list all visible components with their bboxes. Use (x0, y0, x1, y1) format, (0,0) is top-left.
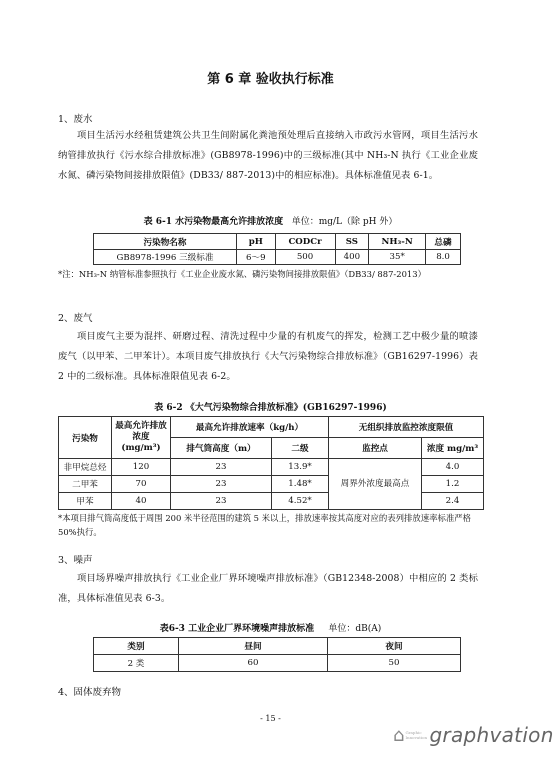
table-cell: 120 (112, 459, 171, 476)
table-header-cell: 二级 (272, 438, 329, 459)
exhaust-gas-paragraph: 项目废气主要为混拌、研磨过程、清洗过程中少量的有机废气的挥发，检测工艺中极少量的喷漆废气（以甲苯、二甲苯计）。本项目废气排放执行《大气污染物综合排放标准》（GB16297-1996）表 2 中的二级标准。具体标准限值见表 6-2。 (58, 331, 478, 382)
table-cell: 35* (369, 250, 426, 265)
table-6-3-caption (0, 621, 541, 634)
table-header-cell: CODCr (275, 234, 335, 250)
table-cell: 1.48* (272, 476, 329, 493)
table-cell: 23 (171, 493, 272, 510)
table-6-1 (93, 233, 461, 265)
table-row (59, 459, 484, 476)
watermark-logo (393, 722, 554, 748)
table-header-cell: 昼间 (179, 638, 328, 655)
table-row (94, 250, 461, 265)
table-6-2 (58, 416, 484, 510)
table-cell: 50 (328, 655, 461, 672)
table-header-cell: 无组织排放监控浓度限值 (329, 417, 484, 438)
table-header-cell: NH₃-N (369, 234, 426, 250)
section-heading-solid-waste: 4、固体废弃物 (58, 687, 122, 698)
table-header-cell: 总磷 (426, 234, 461, 250)
table-cell: 1.2 (422, 476, 484, 493)
table-cell: 70 (112, 476, 171, 493)
table-header-cell: pH (237, 234, 276, 250)
table-cell: 60 (179, 655, 328, 672)
table-header-cell: 排气筒高度（m） (171, 438, 272, 459)
table-cell: 非甲烷总烃 (59, 459, 112, 476)
table-header-cell: 夜间 (328, 638, 461, 655)
chapter-title: 第 6 章 验收执行标准 (207, 72, 334, 87)
table-cell: 400 (335, 250, 369, 265)
table-cell: 2.4 (422, 493, 484, 510)
table-cell: GB8978-1996 三级标准 (94, 250, 237, 265)
table-cell: 甲苯 (59, 493, 112, 510)
table-6-1-unit: 单位：mg/L（除 pH 外） (291, 217, 398, 227)
table-header-row (94, 638, 461, 655)
table-header-cell: 最高允许排放浓度 (mg/m³) (112, 417, 171, 459)
table-cell: 4.0 (422, 459, 484, 476)
section-heading-wastewater: 1、废水 (58, 114, 93, 125)
table-cell: 40 (112, 493, 171, 510)
table-6-2-caption (0, 400, 541, 413)
table-header-row (59, 417, 484, 438)
page-number: - 15 - (260, 714, 281, 723)
table-6-1-note: *注：NH₃-N 纳管标准参照执行《工业企业废水氮、磷污染物间接排放限值》（DB33/ 887-2013） (58, 269, 426, 279)
noise-paragraph: 项目场界噪声排放执行《工业企业厂界环境噪声排放标准》（GB12348-2008）中相应的 2 类标准，具体标准值见表 6-3。 (58, 573, 478, 604)
table-6-2-note: *本项目排气筒高度低于周围 200 米半径范围的建筑 5 米以上，排放速率按其高度对应的表列排放速率标准严格 50%执行。 (58, 513, 472, 537)
table-6-2-title: 表 6-2 《大气污染物综合排放标准》(GB16297-1996) (154, 403, 387, 413)
table-header-cell: 监控点 (329, 438, 422, 459)
table-cell: 500 (275, 250, 335, 265)
table-6-3-title: 表6-3 工业企业厂界环境噪声排放标准 (159, 624, 315, 634)
table-6-1-caption (0, 214, 541, 227)
watermark-text: graphvation (429, 723, 554, 747)
table-cell: 23 (171, 459, 272, 476)
table-cell: 6～9 (237, 250, 276, 265)
table-row (94, 655, 461, 672)
table-cell: 23 (171, 476, 272, 493)
table-header-cell: 污染物名称 (94, 234, 237, 250)
table-header-cell: 类别 (94, 638, 179, 655)
wastewater-paragraph: 项目生活污水经租赁建筑公共卫生间附属化粪池预处理后直接纳入市政污水管网，项目生活污水纳管排放执行《污水综合排放标准》(GB8978-1996)中的三级标准(其中 NH₃-N 执行《工业企业废水氮、磷污染物间接排放限值》(DB33/ 887-2013)中的相应标准)。具体标准值见表 6-1。 (58, 130, 478, 181)
table-6-3 (93, 637, 461, 672)
table-header-row (94, 234, 461, 250)
table-header-cell: 最高允许排放速率（kg/h） (171, 417, 329, 438)
table-header-cell: SS (335, 234, 369, 250)
table-cell: 二甲苯 (59, 476, 112, 493)
table-6-1-title: 表 6-1 水污染物最高允许排放浓度 (143, 217, 284, 227)
watermark-logo-icon: ⌂ (393, 724, 405, 746)
table-cell-monitor-point: 周界外浓度最高点 (329, 459, 422, 510)
table-cell: 13.9* (272, 459, 329, 476)
table-6-3-unit: 单位：dB(A) (328, 624, 382, 634)
table-header-cell: 污染物 (59, 417, 112, 459)
table-header-cell: 浓度 mg/m³ (422, 438, 484, 459)
table-cell: 8.0 (426, 250, 461, 265)
table-cell: 2 类 (94, 655, 179, 672)
section-heading-noise: 3、噪声 (58, 555, 93, 566)
watermark-small-text: Graphic Innovation (405, 730, 428, 740)
table-cell: 4.52* (272, 493, 329, 510)
section-heading-exhaust-gas: 2、废气 (58, 313, 93, 324)
